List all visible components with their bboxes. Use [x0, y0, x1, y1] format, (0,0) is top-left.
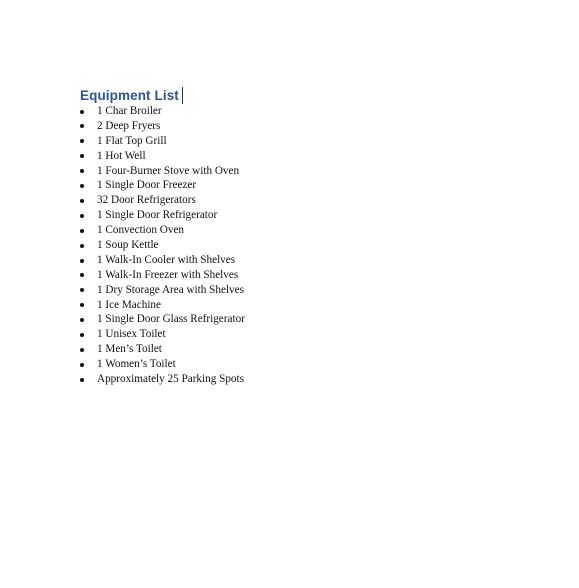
bullet-icon	[80, 169, 84, 173]
list-item-text: 1 Single Door Refrigerator	[97, 209, 218, 222]
list-item-text: 1 Flat Top Grill	[97, 134, 167, 147]
bullet-icon	[80, 333, 84, 337]
bullet-icon	[80, 199, 84, 203]
list-item-text: 1 Dry Storage Area with Shelves	[97, 283, 244, 296]
bullet-icon	[80, 303, 84, 307]
list-item-text: Approximately 25 Parking Spots	[97, 373, 244, 386]
list-item-text: 1 Women’s Toilet	[97, 358, 176, 371]
list-item-text: 1 Hot Well	[97, 149, 146, 162]
bullet-icon	[80, 214, 84, 218]
list-item-text: 1 Convection Oven	[97, 224, 184, 237]
bullet-icon	[80, 244, 84, 248]
bullet-icon	[80, 363, 84, 367]
bullet-icon	[80, 110, 84, 114]
list-item-text: 1 Soup Kettle	[97, 239, 159, 252]
list-item-text: 1 Men’s Toilet	[97, 343, 162, 356]
bullet-icon	[80, 124, 84, 128]
equipment-list-heading: Equipment List	[80, 87, 179, 103]
bullet-icon	[80, 348, 84, 352]
list-item-text: 1 Walk-In Cooler with Shelves	[97, 253, 236, 266]
list-item-text: 1 Unisex Toilet	[97, 328, 166, 341]
list-item-text: 1 Four-Burner Stove with Oven	[97, 164, 240, 177]
list-item-text: 1 Single Door Freezer	[97, 179, 197, 192]
bullet-icon	[80, 273, 84, 277]
list-item-text: 2 Deep Fryers	[97, 119, 161, 132]
list-item-text: 1 Single Door Glass Refrigerator	[97, 313, 245, 326]
bullet-icon	[80, 259, 84, 263]
list-item-text: 32 Door Refrigerators	[97, 194, 196, 207]
bullet-icon	[80, 154, 84, 158]
bullet-icon	[80, 139, 84, 143]
heading-row	[80, 84, 183, 106]
bullet-icon	[80, 229, 84, 233]
list-item-text: 1 Ice Machine	[97, 298, 161, 311]
list-item-text: 1 Walk-In Freezer with Shelves	[97, 268, 239, 281]
list-item-text: 1 Char Broiler	[97, 105, 162, 117]
bullet-icon	[80, 378, 84, 382]
text-cursor	[182, 87, 183, 104]
bullet-icon	[80, 184, 84, 188]
bullet-icon	[80, 288, 84, 292]
bullet-icon	[80, 318, 84, 322]
